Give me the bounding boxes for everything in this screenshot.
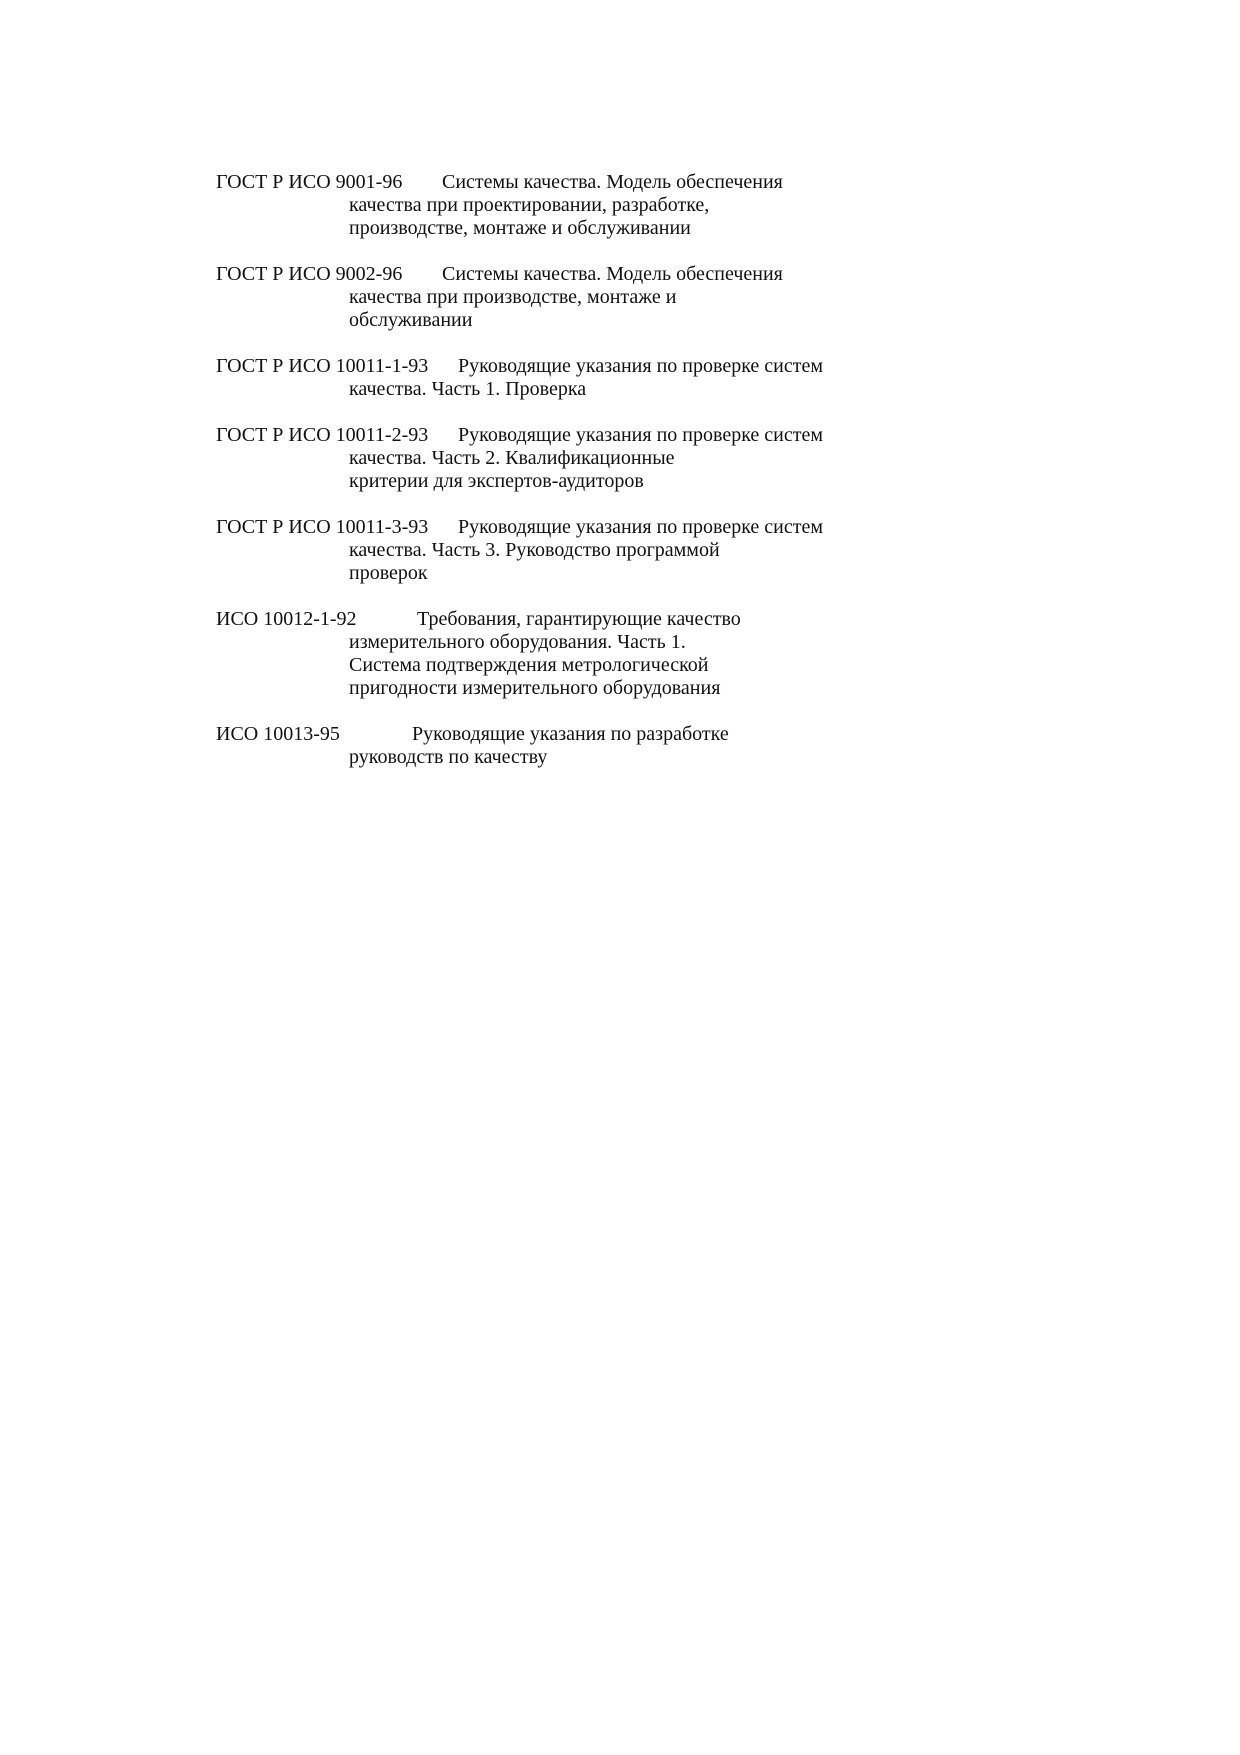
standard-title-line: качества при проектировании, разработке, [349, 194, 710, 216]
standard-title-line: Руководящие указания по проверке систем [458, 516, 824, 538]
standard-entry-iso-9002 [216, 263, 916, 332]
standard-title-line: Системы качества. Модель обеспечения [442, 263, 783, 285]
standard-code: ГОСТ Р ИСО 10011-2-93 [216, 424, 429, 446]
standard-title-line: качества при производстве, монтаже и [349, 286, 677, 308]
standard-title-line: проверок [349, 562, 428, 584]
standard-entry-iso-10012-1 [216, 608, 916, 700]
standard-code: ИСО 10013-95 [216, 723, 340, 745]
standard-title-line: Система подтверждения метрологической [349, 654, 709, 676]
standard-entry-iso-10011-3 [216, 516, 916, 585]
standard-title-line: обслуживании [349, 309, 473, 331]
standard-title-line: Требования, гарантирующие качество [417, 608, 741, 630]
standard-title-line: пригодности измерительного оборудования [349, 677, 721, 699]
standard-code: ГОСТ Р ИСО 10011-3-93 [216, 516, 429, 538]
standard-entry-iso-10011-1 [216, 355, 916, 401]
standard-code: ГОСТ Р ИСО 10011-1-93 [216, 355, 429, 377]
standard-title-line: качества. Часть 3. Руководство программой [349, 539, 720, 561]
standards-reference-list [216, 171, 916, 792]
standard-title-line: измерительного оборудования. Часть 1. [349, 631, 686, 653]
standard-entry-iso-9001 [216, 171, 916, 240]
standard-title-line: руководств по качеству [349, 746, 548, 768]
standard-title-line: качества. Часть 2. Квалификационные [349, 447, 675, 469]
standard-title-line: качества. Часть 1. Проверка [349, 378, 587, 400]
standard-title-line: Руководящие указания по проверке систем [458, 424, 824, 446]
standard-entry-iso-10011-2 [216, 424, 916, 493]
standard-title-line: Системы качества. Модель обеспечения [442, 171, 783, 193]
standard-code: ГОСТ Р ИСО 9002-96 [216, 263, 403, 285]
standard-title-line: производстве, монтаже и обслуживании [349, 217, 691, 239]
standard-entry-iso-10013 [216, 723, 916, 769]
standard-code: ГОСТ Р ИСО 9001-96 [216, 171, 403, 193]
standard-code: ИСО 10012-1-92 [216, 608, 357, 630]
standard-title-line: Руководящие указания по разработке [412, 723, 729, 745]
standard-title-line: критерии для экспертов-аудиторов [349, 470, 644, 492]
standard-title-line: Руководящие указания по проверке систем [458, 355, 824, 377]
